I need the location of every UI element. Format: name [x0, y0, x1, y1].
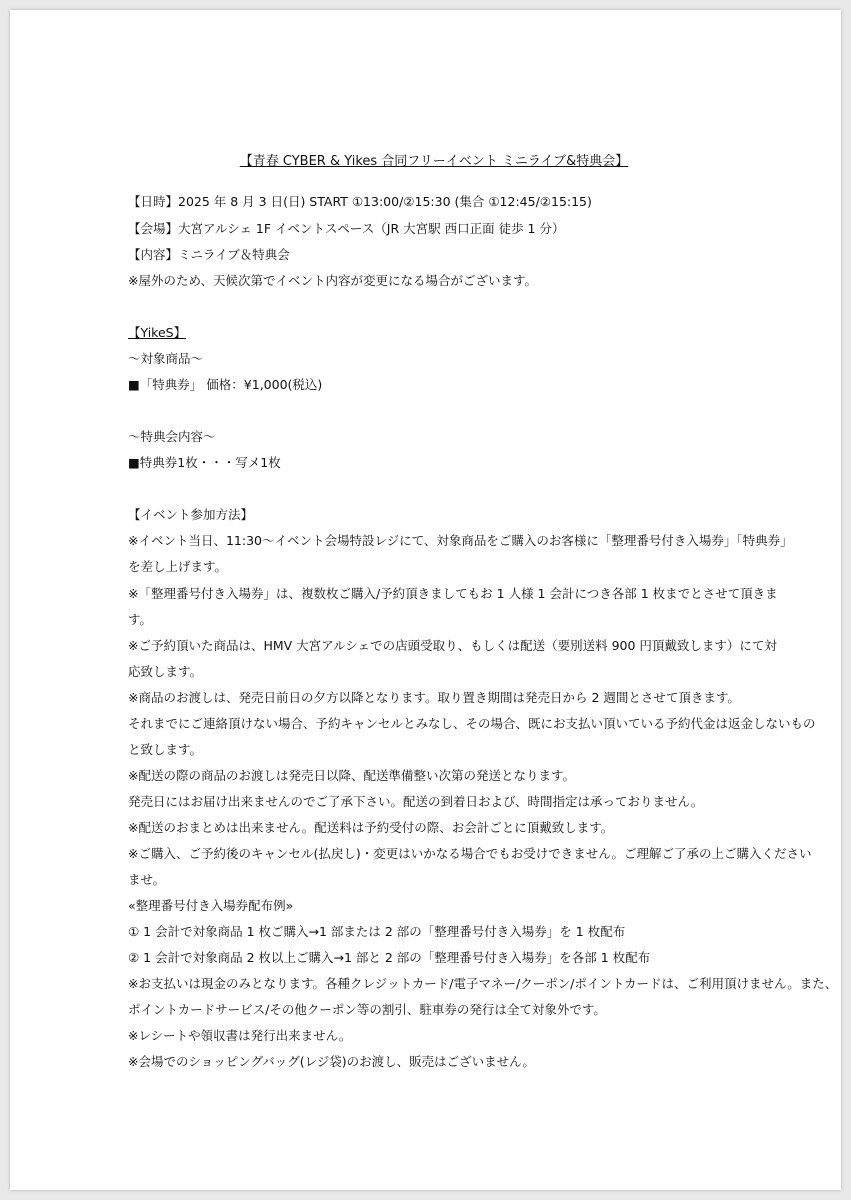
participation-line: と致します。 [128, 742, 203, 757]
target-products-heading: ～対象商品～ [128, 351, 204, 366]
participation-line: ※会場でのショッピングバッグ(レジ袋)のお渡し、販売はございません。 [128, 1054, 535, 1069]
participation-line: を差し上げます。 [128, 559, 228, 574]
participation-line: ※お支払いは現金のみとなります。各種クレジットカード/電子マネー/クーポン/ポイントカードは、ご利用頂けません。また、 [128, 976, 838, 991]
distribution-example-item: ② 1 会計で対象商品 2 枚以上ご購入→1 部と 2 部の「整理番号付き入場券」を各部 1 枚配布 [128, 950, 651, 965]
page-title: 【青春 CYBER & Yikes 合同フリーイベント ミニライブ&特典会】 [239, 154, 629, 169]
participation-line: ※配送のおまとめは出来ません。配送料は予約受付の際、お会計ごとに頂戴致します。 [128, 820, 614, 835]
participation-line: ※レシートや領収書は発行出来ません。 [128, 1028, 352, 1043]
event-content: 【内容】ミニライブ＆特典会 [128, 247, 290, 262]
participation-line: ポイントカードサービス/その他クーポン等の割引、駐車券の発行は全て対象外です。 [128, 1002, 606, 1017]
yikes-heading: 【YikeS】 [128, 325, 187, 340]
participation-line: ※ご購入、ご予約後のキャンセル(払戻し)・変更はいかなる場合でもお受けできません。ご理解ご了承の上ご購入ください [128, 846, 812, 861]
event-datetime: 【日時】2025 年 8 月 3 日(日) START ①13:00/②15:30 (集合 ①12:45/②15:15) [128, 194, 592, 209]
weather-note: ※屋外のため、天候次第でイベント内容が変更になる場合がございます。 [128, 273, 537, 288]
distribution-example-item: ① 1 会計で対象商品 1 枚ご購入→1 部または 2 部の「整理番号付き入場券」を 1 枚配布 [128, 924, 626, 939]
event-details-item: ■特典券1枚・・・写メ1枚 [128, 455, 281, 470]
participation-line: 発売日にはお届け出来ませんのでご了承下さい。配送の到着日および、時間指定は承っておりません。 [128, 794, 704, 809]
participation-line: それまでにご連絡頂けない場合、予約キャンセルとみなし、その場合、既にお支払い頂いている予約代金は返金しないもの [128, 716, 816, 731]
participation-heading: 【イベント参加方法】 [128, 507, 254, 522]
participation-line: ※イベント当日、11:30～イベント会場特設レジにて、対象商品をご購入のお客様に「整理番号付き入場券」「特典券」 [128, 533, 793, 548]
participation-line: ※配送の際の商品のお渡しは発売日以降、配送準備整い次第の発送となります。 [128, 768, 575, 783]
participation-line: ませ。 [128, 872, 166, 887]
event-details-heading: ～特典会内容～ [128, 429, 216, 444]
participation-line: す。 [128, 612, 153, 627]
document-page [10, 10, 841, 1190]
participation-line: ※「整理番号付き入場券」は、複数枚ご購入/予約頂きましてもお 1 人様 1 会計につき各部 1 枚までとさせて頂きま [128, 586, 778, 601]
participation-line: ※商品のお渡しは、発売日前日の夕方以降となります。取り置き期間は発売日から 2 週間とさせて頂きます。 [128, 690, 740, 705]
event-venue: 【会場】大宮アルシェ 1F イベントスペース（JR 大宮駅 西口正面 徒歩 1 分） [128, 221, 565, 236]
distribution-example-heading: «整理番号付き入場券配布例» [128, 898, 294, 913]
participation-line: ※ご予約頂いた商品は、HMV 大宮アルシェでの店頭受取り、もしくは配送（要別送料 900 円頂戴致します）にて対 [128, 638, 777, 653]
target-product-item: ■「特典券」 価格：¥1,000(税込) [128, 377, 323, 392]
participation-line: 応致します。 [128, 664, 203, 679]
